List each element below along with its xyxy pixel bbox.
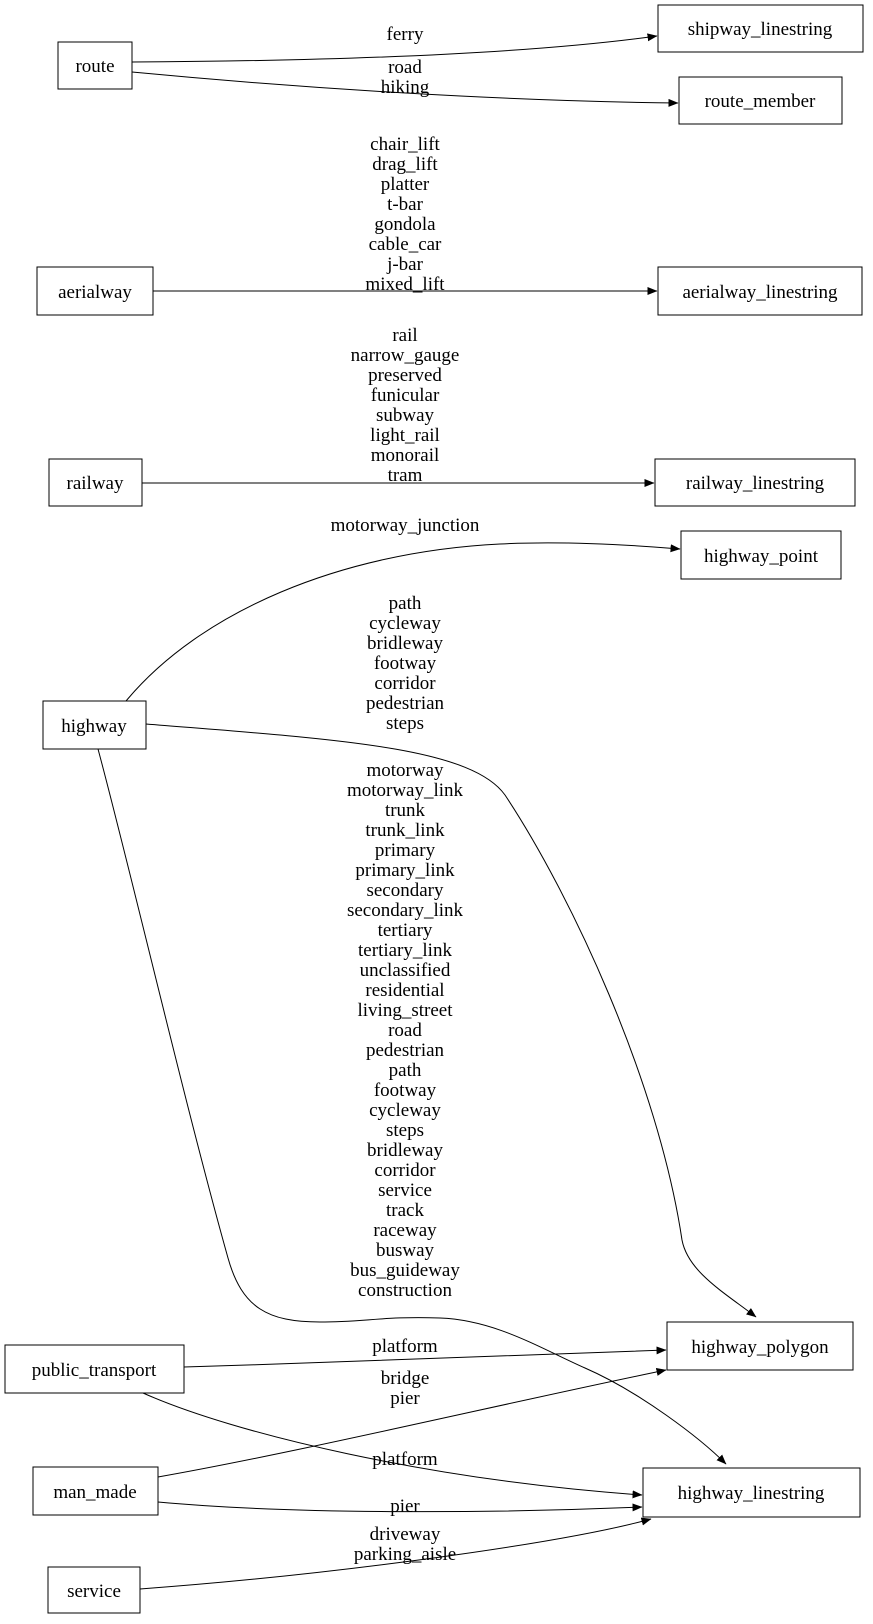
node-route-label: route bbox=[75, 56, 115, 77]
node-highway-linestring-label: highway_linestring bbox=[677, 1483, 825, 1504]
edge-label-driveway-parking-aisle: driveway parking_aisle bbox=[353, 1524, 457, 1565]
node-highway bbox=[43, 701, 146, 749]
node-aerialway-linestring-label: aerialway_linestring bbox=[682, 282, 838, 303]
edge-label-aerialway-types: chair_lift drag_lift platter t-bar gondola cable_car j-bar mixed_lift bbox=[365, 134, 445, 295]
node-highway-point-label: highway_point bbox=[704, 546, 818, 567]
node-railway-label: railway bbox=[66, 473, 124, 494]
node-aerialway-label: aerialway bbox=[58, 282, 132, 303]
edge-label-pier-linestring: pier bbox=[390, 1496, 420, 1517]
node-public-transport bbox=[5, 1345, 184, 1393]
node-aerialway-linestring bbox=[658, 267, 862, 315]
edge-label-highway-polygon-types: path cycleway bridleway footway corridor pedestrian steps bbox=[365, 593, 445, 734]
node-service bbox=[48, 1567, 140, 1613]
node-aerialway bbox=[37, 267, 153, 315]
node-shipway-linestring bbox=[658, 5, 863, 52]
node-railway bbox=[49, 459, 142, 506]
node-public-transport-label: public_transport bbox=[31, 1360, 157, 1381]
node-service-label: service bbox=[67, 1581, 121, 1602]
node-railway-linestring-label: railway_linestring bbox=[685, 473, 825, 494]
edge-label-ferry: ferry bbox=[386, 24, 424, 45]
node-shipway-linestring-label: shipway_linestring bbox=[687, 19, 833, 40]
edge-label-motorway-junction: motorway_junction bbox=[330, 515, 480, 536]
node-highway-label: highway bbox=[61, 716, 127, 737]
node-highway-linestring bbox=[643, 1468, 860, 1517]
node-highway-polygon-label: highway_polygon bbox=[691, 1337, 829, 1358]
node-route bbox=[58, 42, 132, 89]
node-route-member-label: route_member bbox=[704, 91, 816, 112]
edge-label-bridge-pier: bridge pier bbox=[380, 1368, 430, 1409]
edge-label-railway-types: rail narrow_gauge preserved funicular subway light_rail monorail tram bbox=[350, 325, 460, 486]
node-railway-linestring bbox=[655, 459, 855, 506]
node-route-member bbox=[679, 77, 842, 124]
edge-label-platform-polygon: platform bbox=[372, 1336, 438, 1357]
edge-label-highway-linestring-types: motorway motorway_link trunk trunk_link primary primary_link secondary secondary_link tertiary tertiary_link unclassified residential living_street road pedestrian path footway cycleway steps bridleway corridor service track raceway busway bus_guideway construction bbox=[346, 760, 464, 1301]
node-man-made bbox=[33, 1467, 158, 1515]
edge-label-road-hiking: road hiking bbox=[380, 57, 430, 98]
node-man-made-label: man_made bbox=[53, 1482, 137, 1503]
edge-label-platform-linestring: platform bbox=[372, 1449, 438, 1470]
node-highway-polygon bbox=[667, 1322, 853, 1370]
node-highway-point bbox=[681, 531, 841, 579]
